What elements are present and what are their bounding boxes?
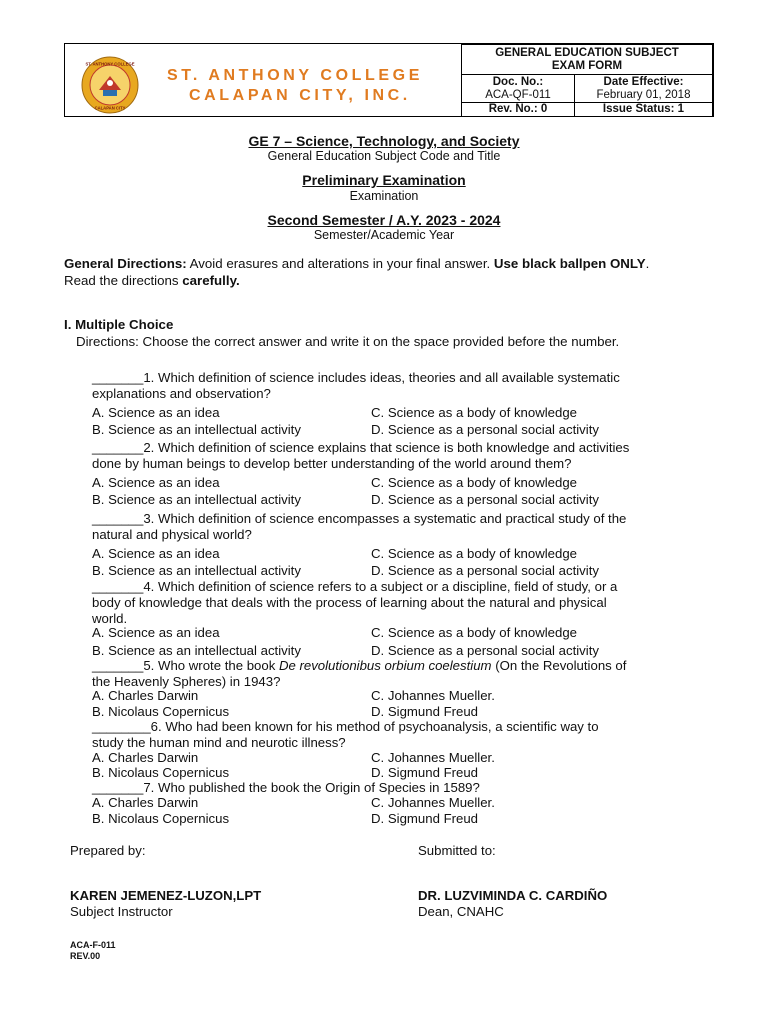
issue-status-cell: Issue Status: 1	[575, 103, 713, 117]
dean-name: DR. LUZVIMINDA C. CARDIÑO	[418, 888, 608, 903]
option-b: B. Science as an intellectual activity	[92, 422, 301, 437]
option-b: B. Science as an intellectual activity	[92, 563, 301, 578]
prepared-by-label: Prepared by:	[70, 843, 146, 858]
option-a: A. Science as an idea	[92, 546, 220, 561]
question-1	[92, 370, 682, 402]
option-b: B. Science as an intellectual activity	[92, 643, 301, 658]
question-5	[92, 658, 682, 690]
option-a: A. Science as an idea	[92, 625, 220, 640]
question-text-cont: world.	[92, 611, 128, 626]
doc-no-label: Doc. No.:	[492, 75, 544, 88]
doc-no-value: ACA-QF-011	[485, 88, 551, 101]
question-text: _______4. Which definition of science refers to a subject or a discipline, field of study, or a	[92, 579, 618, 594]
form-title-line1: GENERAL EDUCATION SUBJECT	[495, 46, 679, 59]
option-c: C. Johannes Mueller.	[371, 688, 495, 703]
question-text-cont: explanations and observation?	[92, 386, 271, 401]
option-b: B. Nicolaus Copernicus	[92, 704, 230, 719]
college-name	[167, 66, 423, 106]
question-text-cont: study the human mind and neurotic illness?	[92, 735, 346, 750]
preparer-name: KAREN JEMENEZ-LUZON,LPT	[70, 888, 262, 903]
option-c: C. Science as a body of knowledge	[371, 405, 577, 420]
general-directions-period: .	[645, 256, 650, 271]
rev-no-cell: Rev. No.: 0	[462, 103, 575, 117]
date-effective-value: February 01, 2018	[596, 88, 691, 101]
college-branding	[65, 44, 462, 116]
question-text-cont: body of knowledge that deals with the process of learning about the natural and physical	[92, 595, 607, 610]
general-directions-emphasis: Use black ballpen ONLY	[493, 256, 646, 271]
question-text: _______1. Which definition of science includes ideas, theories and all available systematic	[92, 370, 620, 385]
form-title-line2: EXAM FORM	[551, 59, 623, 72]
question-text: ________6. Who had been known for his method of psychoanalysis, a scientific way to	[92, 719, 599, 734]
dean-title: Dean, CNAHC	[418, 904, 504, 919]
question-text-cont: the Heavenly Spheres) in 1943?	[92, 674, 281, 689]
option-a: A. Charles Darwin	[92, 750, 199, 765]
general-directions-text: Avoid erasures and alterations in your final answer.	[186, 256, 494, 271]
submitted-to-label: Submitted to:	[418, 843, 496, 858]
college-name-line2: CALAPAN CITY, INC.	[189, 87, 411, 104]
general-directions	[64, 255, 714, 289]
form-info-table	[461, 44, 713, 117]
section-title: I. Multiple Choice	[64, 317, 174, 332]
college-name-line1: ST. ANTHONY COLLEGE	[167, 67, 423, 84]
question-3	[92, 511, 682, 543]
date-effective-cell	[575, 75, 713, 103]
question-text: (On the Revolutions of	[491, 658, 627, 673]
question-text: _______3. Which definition of science encompasses a systematic and practical study of the	[92, 511, 627, 526]
svg-text:CALAPAN CITY: CALAPAN CITY	[94, 105, 126, 111]
option-d: D. Science as a personal social activity	[371, 643, 599, 658]
option-c: C. Science as a body of knowledge	[371, 475, 577, 490]
option-a: A. Science as an idea	[92, 405, 220, 420]
book-title: De revolutionibus orbium coelestium	[278, 658, 492, 673]
section-directions: Directions: Choose the correct answer and write it on the space provided before the number.	[76, 334, 620, 349]
option-c: C. Johannes Mueller.	[371, 795, 495, 810]
preparer-title: Subject Instructor	[70, 904, 173, 919]
option-d: D. Science as a personal social activity	[371, 563, 599, 578]
option-d: D. Sigmund Freud	[371, 811, 479, 826]
footer-form-code: ACA-F-011	[70, 940, 116, 950]
question-text: _______7. Who published the book the Origin of Species in 1589?	[92, 780, 480, 795]
option-c: C. Science as a body of knowledge	[371, 546, 577, 561]
semester-title: Second Semester / A.Y. 2023 - 2024	[267, 212, 501, 228]
general-directions-label: General Directions:	[64, 256, 187, 271]
option-d: D. Science as a personal social activity	[371, 422, 599, 437]
exam-caption: Examination	[349, 189, 419, 203]
subject-caption: General Education Subject Code and Title	[267, 149, 501, 163]
option-d: D. Sigmund Freud	[371, 704, 479, 719]
read-directions-emphasis: carefully.	[182, 273, 240, 288]
form-title-cell	[462, 45, 713, 75]
option-b: B. Nicolaus Copernicus	[92, 811, 230, 826]
question-4	[92, 579, 682, 627]
option-b: B. Nicolaus Copernicus	[92, 765, 230, 780]
question-text: _______5. Who wrote the book	[92, 658, 279, 673]
doc-no-cell	[462, 75, 575, 103]
option-c: C. Science as a body of knowledge	[371, 625, 577, 640]
option-a: A. Charles Darwin	[92, 688, 199, 703]
option-d: D. Sigmund Freud	[371, 765, 479, 780]
option-c: C. Johannes Mueller.	[371, 750, 495, 765]
semester-caption: Semester/Academic Year	[313, 228, 455, 242]
option-b: B. Science as an intellectual activity	[92, 492, 301, 507]
svg-text:ST. ANTHONY COLLEGE: ST. ANTHONY COLLEGE	[85, 61, 135, 67]
question-text-cont: done by human beings to develop better understanding of the world around them?	[92, 456, 572, 471]
college-seal-logo	[81, 56, 139, 114]
option-a: A. Charles Darwin	[92, 795, 199, 810]
option-a: A. Science as an idea	[92, 475, 220, 490]
question-6	[92, 719, 682, 751]
question-2	[92, 440, 682, 472]
option-d: D. Science as a personal social activity	[371, 492, 599, 507]
question-text-cont: natural and physical world?	[92, 527, 252, 542]
footer-code	[70, 940, 116, 962]
date-effective-label: Date Effective:	[603, 75, 684, 88]
subject-title: GE 7 – Science, Technology, and Society	[248, 133, 520, 149]
question-text: _______2. Which definition of science explains that science is both knowledge and activities	[92, 440, 630, 455]
footer-revision: REV.00	[70, 951, 101, 961]
read-directions-text: Read the directions	[64, 273, 183, 288]
question-7	[92, 780, 682, 796]
exam-title: Preliminary Examination	[302, 172, 466, 188]
document-header	[64, 43, 714, 117]
